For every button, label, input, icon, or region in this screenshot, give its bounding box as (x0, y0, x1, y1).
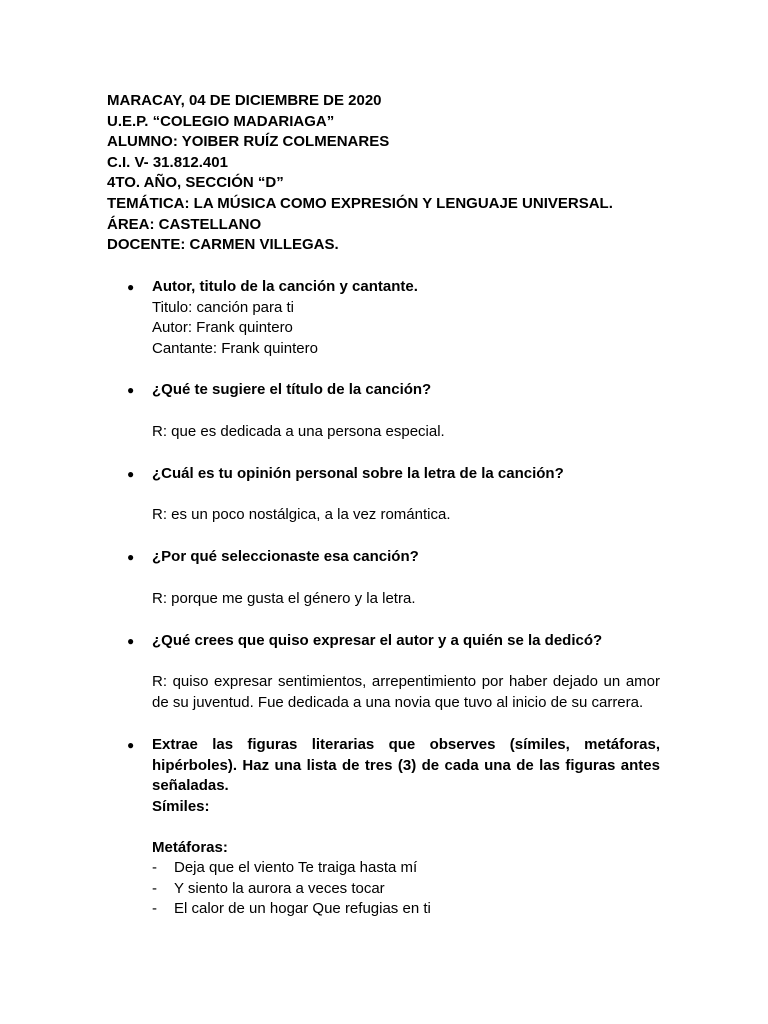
header-teacher: DOCENTE: CARMEN VILLEGAS. (107, 236, 339, 254)
similes-label: Símiles: (152, 797, 210, 815)
header-school: U.E.P. “COLEGIO MADARIAGA” (107, 112, 335, 130)
question-5 (127, 631, 660, 652)
header-date: MARACAY, 04 DE DICIEMBRE DE 2020 (107, 92, 382, 109)
answer-2: R: que es dedicada a una persona especial. (152, 423, 445, 440)
metaphor-text: Y siento la aurora a veces tocar (174, 879, 385, 897)
header-area: ÁREA: CASTELLANO (107, 215, 262, 233)
question-1-text: Autor, titulo de la canción y cantante. (152, 278, 418, 295)
metaphor-text: El calor de un hogar Que refugias en ti (174, 900, 431, 917)
answer-3: R: es un poco nostálgica, a la vez romántica. (152, 506, 451, 523)
question-3 (127, 464, 660, 485)
bullet-icon: ● (127, 550, 135, 564)
song-title-line: Titulo: canción para ti (152, 298, 295, 316)
dash-marker: - (152, 900, 157, 917)
bullet-icon: ● (127, 383, 135, 397)
question-6 (127, 735, 660, 920)
question-4 (127, 547, 660, 568)
document-header (107, 91, 613, 256)
bullet-icon: ● (127, 738, 135, 752)
bullet-icon: ● (127, 467, 135, 481)
question-6-text: Extrae las figuras literarias que observes (símiles, metáforas, hipérboles). Haz una lista de tres (3) de cada una de las figuras antes señaladas. (152, 736, 660, 794)
metaphor-text: Deja que el viento Te traiga hasta mí (174, 859, 418, 876)
header-topic: TEMÁTICA: LA MÚSICA COMO EXPRESIÓN Y LENGUAJE UNIVERSAL. (107, 194, 613, 212)
metaphors-list (152, 858, 660, 920)
bullet-icon: ● (127, 280, 135, 294)
header-grade-section: 4TO. AÑO, SECCIÓN “D” (107, 174, 284, 192)
header-id: C.I. V- 31.812.401 (107, 153, 228, 171)
dash-marker: - (152, 879, 157, 897)
answer-5: R: quiso expresar sentimientos, arrepentimiento por haber dejado un amor de su juventud. Fue dedicada a una novia que tuvo al inicio de su carrera. (152, 673, 660, 711)
answer-4: R: porque me gusta el género y la letra. (152, 590, 416, 607)
song-singer-line: Cantante: Frank quintero (152, 339, 318, 357)
list-item (152, 858, 660, 879)
list-item (152, 899, 660, 920)
question-4-text: ¿Por qué seleccionaste esa canción? (152, 548, 419, 565)
question-2 (127, 380, 660, 401)
question-3-text: ¿Cuál es tu opinión personal sobre la letra de la canción? (152, 465, 564, 482)
question-2-text: ¿Qué te sugiere el título de la canción? (152, 381, 432, 398)
question-1 (127, 277, 660, 359)
bullet-icon: ● (127, 634, 135, 648)
question-5-text: ¿Qué crees que quiso expresar el autor y a quién se la dedicó? (152, 632, 603, 649)
list-item (152, 879, 660, 900)
song-author-line: Autor: Frank quintero (152, 319, 293, 336)
metaphors-label: Metáforas: (152, 838, 228, 856)
dash-marker: - (152, 859, 157, 876)
header-student: ALUMNO: YOIBER RUÍZ COLMENARES (107, 133, 390, 151)
